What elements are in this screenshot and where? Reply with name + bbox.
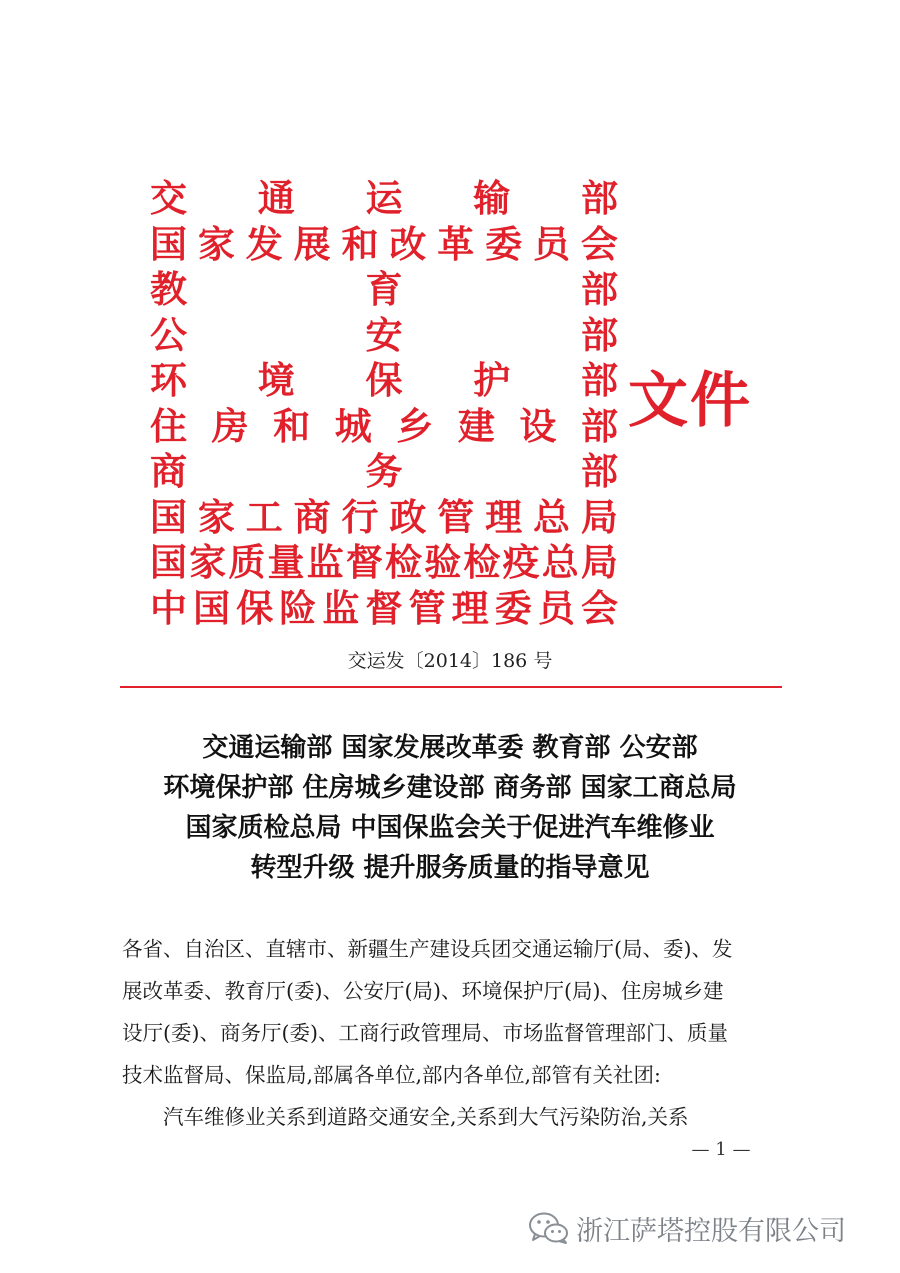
agency-row-housing: 住 房 和 城 乡 建 设 部 (150, 403, 618, 448)
body-line: 汽车维修业关系到道路交通安全,关系到大气污染防治,关系 (163, 1105, 689, 1129)
body-line: 各省、自治区、直辖市、新疆生产建设兵团交通运输厅(局、委)、发 (122, 937, 733, 961)
agency-row-circ: 中 国 保 险 监 督 管 理 委 员 会 (150, 585, 618, 630)
title-line: 转型升级 提升服务质量的指导意见 (250, 853, 650, 883)
document-body (122, 928, 782, 1138)
title-line: 环境保护部 住房城乡建设部 商务部 国家工商总局 (163, 773, 737, 803)
title-line: 交通运输部 国家发展改革委 教育部 公安部 (202, 733, 698, 763)
body-line: 展改革委、教育厅(委)、公安厅(局)、环境保护厅(局)、住房城乡建 (122, 979, 724, 1003)
body-line: 技术监督局、保监局,部属各单位,部内各单位,部管有关社团: (122, 1063, 661, 1087)
agency-row-saic: 国 家 工 商 行 政 管 理 总 局 (150, 494, 618, 539)
document-title (100, 728, 800, 888)
page-number: — 1 — (691, 1139, 751, 1160)
wechat-watermark (528, 1208, 846, 1248)
watermark-text: 浙江萨塔控股有限公司 (576, 1215, 846, 1247)
agency-row-aqsiq: 国 家 质 量 监 督 检 验 检 疫 总 局 (150, 540, 618, 584)
agency-row-education: 教 育 部 (150, 267, 618, 311)
red-divider-line (120, 686, 782, 688)
agency-row-commerce: 商 务 部 (150, 449, 618, 493)
issuing-agencies-header (150, 176, 618, 631)
agency-row-ndrc: 国 家 发 展 和 改 革 委 员 会 (150, 221, 618, 266)
agency-row-public-security: 公 安 部 (150, 312, 618, 357)
title-line: 国家质检总局 中国保监会关于促进汽车维修业 (185, 813, 715, 843)
document-number: 交运发〔2014〕186 号 (347, 650, 553, 672)
document-type-label: 文件 (628, 366, 752, 436)
wechat-icon (528, 1211, 570, 1245)
agency-row-transport: 交 通 运 输 部 (150, 176, 618, 220)
body-line: 设厅(委)、商务厅(委)、工商行政管理局、市场监督管理部门、质量 (122, 1021, 728, 1045)
agency-row-environment: 环 境 保 护 部 (150, 358, 618, 402)
